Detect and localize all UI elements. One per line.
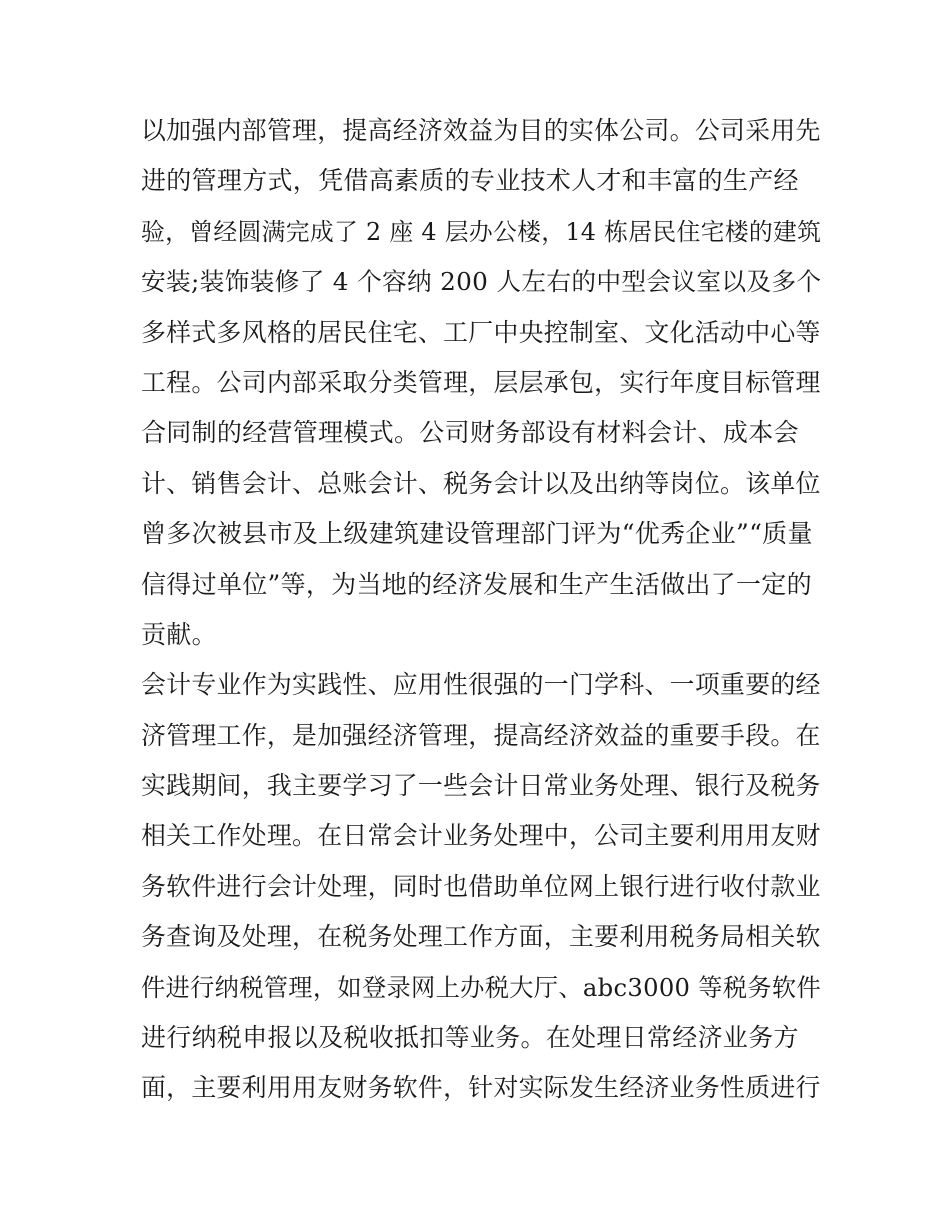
document-body — [141, 106, 821, 1114]
text-line: 进的管理方式，凭借高素质的专业技术人才和丰富的生产经 — [141, 166, 799, 196]
text-line: 曾多次被县市及上级建筑建设管理部门评为“优秀企业”“质量 — [141, 519, 813, 549]
text-line: 工程。公司内部采取分类管理，层层承包，实行年度目标管理 — [141, 367, 821, 397]
text-line: 务软件进行会计处理，同时也借助单位网上银行进行收付款业 — [141, 871, 821, 901]
text-line: 务查询及处理，在税务处理工作方面，主要利用税务局相关软 — [141, 922, 821, 952]
text-line: 合同制的经营管理模式。公司财务部设有材料会计、成本会 — [141, 418, 799, 448]
text-line: 验，曾经圆满完成了 2 座 4 层办公楼，14 栋居民住宅楼的建筑 — [141, 217, 822, 246]
text-line: 面，主要利用用友财务软件，针对实际发生经济业务性质进行 — [141, 1073, 821, 1103]
text-line: 会计专业作为实践性、应用性很强的一门学科、一项重要的经 — [141, 670, 821, 700]
text-line: 进行纳税申报以及税收抵扣等业务。在处理日常经济业务方 — [141, 1023, 799, 1053]
text-line: 贡献。 — [141, 619, 217, 649]
text-line: 计、销售会计、总账会计、税务会计以及出纳等岗位。该单位 — [141, 468, 821, 498]
paragraph-company-profile — [141, 106, 821, 660]
text-line: 实践期间，我主要学习了一些会计日常业务处理、银行及税务 — [141, 771, 821, 801]
text-line: 信得过单位”等，为当地的经济发展和生产生活做出了一定的 — [141, 569, 812, 599]
paragraph-accounting-practice — [141, 660, 821, 1114]
text-line: 相关工作处理。在日常会计业务处理中，公司主要利用用友财 — [141, 821, 821, 851]
text-line: 安装;装饰装修了 4 个容纳 200 人左右的中型会议室以及多个 — [141, 267, 822, 297]
text-line: 多样式多风格的居民住宅、工厂中央控制室、文化活动中心等 — [141, 317, 821, 347]
text-line: 件进行纳税管理，如登录网上办税大厅、abc3000 等税务软件 — [141, 972, 822, 1002]
text-line: 济管理工作，是加强经济管理，提高经济效益的重要手段。在 — [141, 720, 821, 750]
text-line: 以加强内部管理，提高经济效益为目的实体公司。公司采用先 — [141, 116, 821, 145]
